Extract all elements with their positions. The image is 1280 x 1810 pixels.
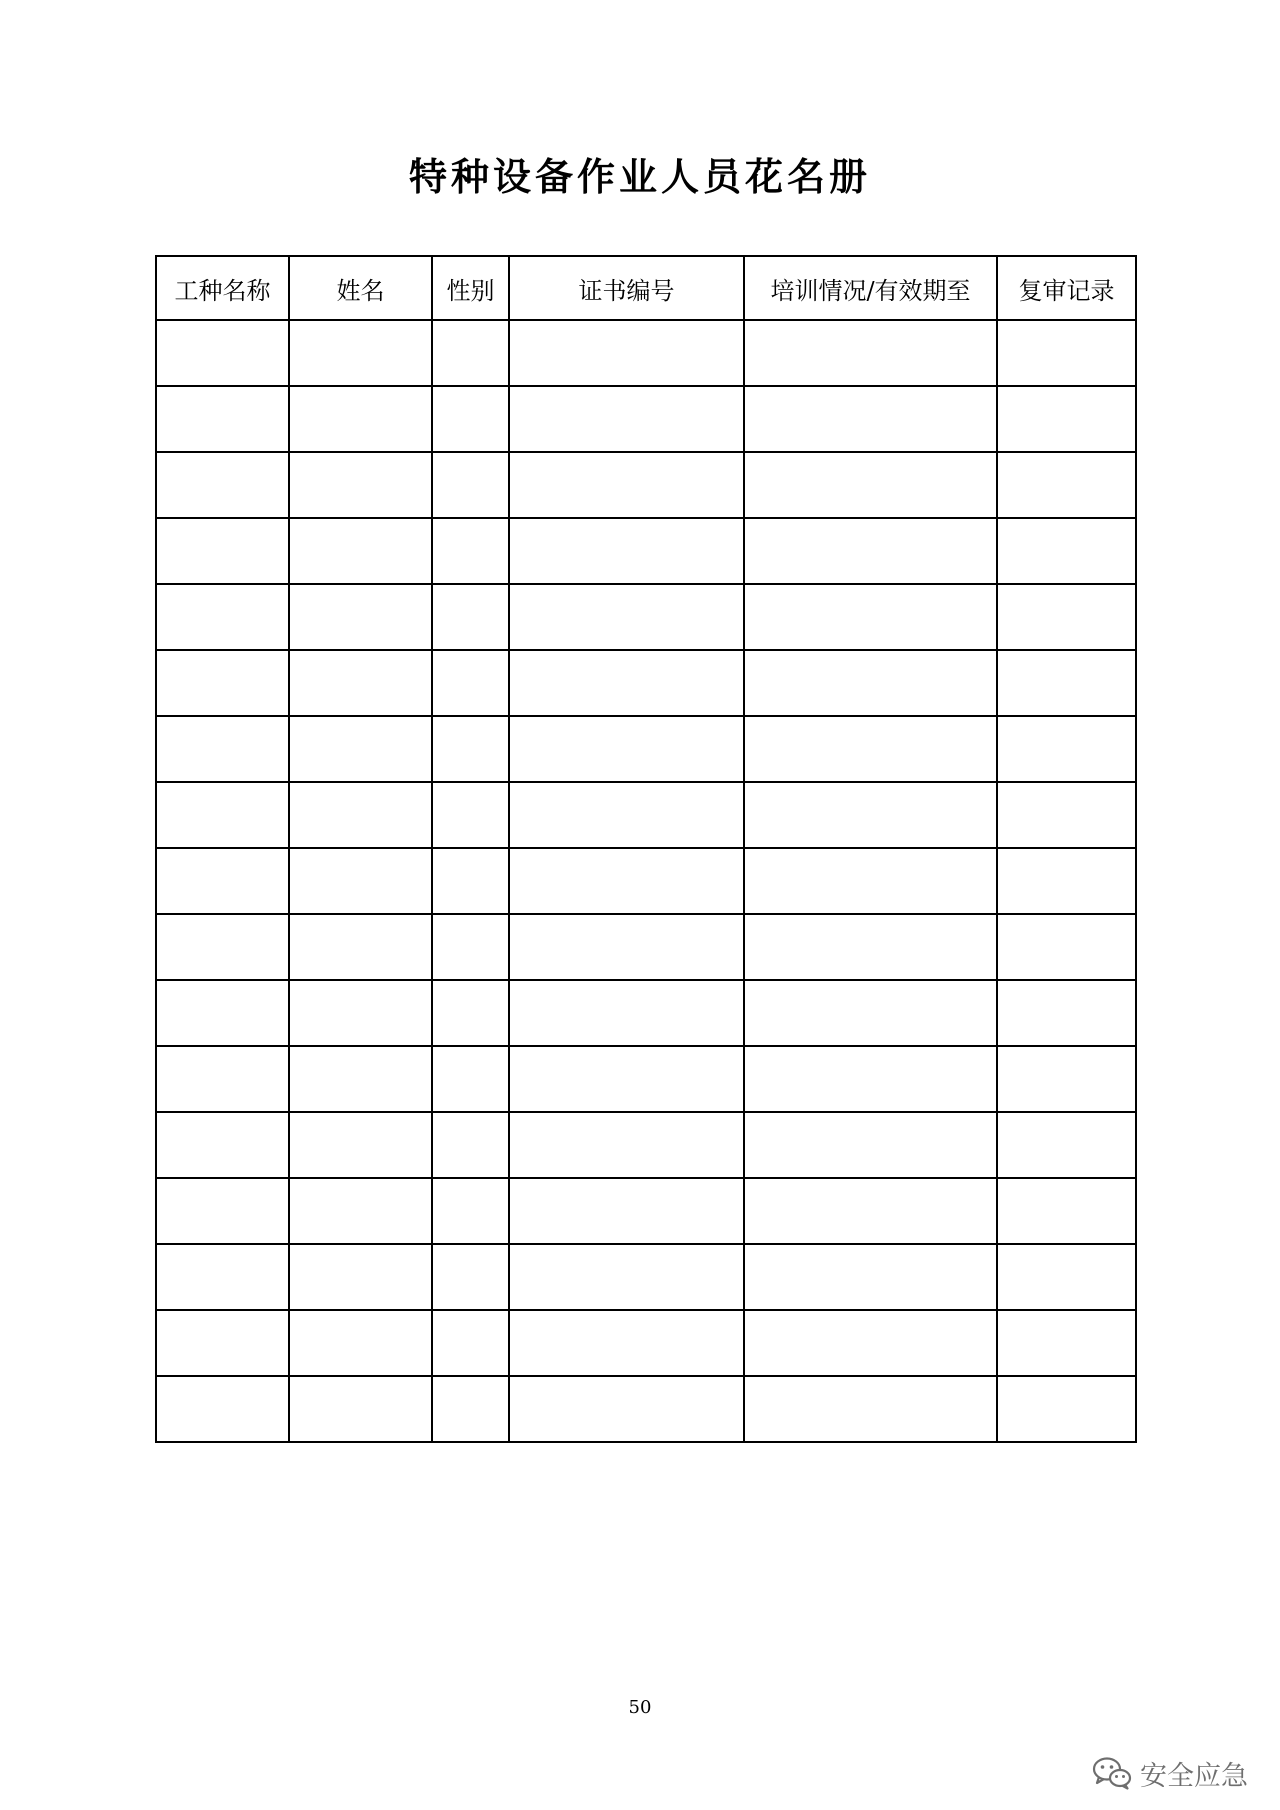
table-cell	[156, 650, 289, 716]
table-cell	[432, 452, 509, 518]
header-gender: 性别	[432, 256, 509, 320]
table-cell	[432, 980, 509, 1046]
table-cell	[997, 650, 1136, 716]
table-cell	[432, 320, 509, 386]
table-cell	[509, 1310, 744, 1376]
table-cell	[289, 320, 432, 386]
table-cell	[289, 980, 432, 1046]
table-cell	[744, 716, 997, 782]
table-cell	[156, 584, 289, 650]
table-cell	[997, 386, 1136, 452]
table-cell	[744, 386, 997, 452]
table-cell	[156, 980, 289, 1046]
header-name: 姓名	[289, 256, 432, 320]
table-cell	[509, 980, 744, 1046]
table-cell	[997, 1178, 1136, 1244]
table-cell	[744, 980, 997, 1046]
table-cell	[156, 386, 289, 452]
table-row	[156, 584, 1136, 650]
table-cell	[509, 650, 744, 716]
table-cell	[289, 452, 432, 518]
table-cell	[432, 1376, 509, 1442]
table-cell	[744, 584, 997, 650]
table-cell	[432, 1244, 509, 1310]
table-cell	[744, 1046, 997, 1112]
table-cell	[432, 518, 509, 584]
table-cell	[509, 452, 744, 518]
table-cell	[509, 518, 744, 584]
table-cell	[997, 1376, 1136, 1442]
table-row	[156, 1244, 1136, 1310]
table-row	[156, 650, 1136, 716]
table-cell	[289, 782, 432, 848]
table-cell	[432, 1310, 509, 1376]
table-cell	[289, 518, 432, 584]
wechat-icon	[1092, 1756, 1132, 1790]
table-cell	[432, 1046, 509, 1112]
table-cell	[509, 386, 744, 452]
table-cell	[997, 1046, 1136, 1112]
table-body	[156, 320, 1136, 1442]
table-row	[156, 782, 1136, 848]
table-row	[156, 1178, 1136, 1244]
table-cell	[744, 914, 997, 980]
table-row	[156, 980, 1136, 1046]
table-cell	[289, 386, 432, 452]
table-cell	[509, 716, 744, 782]
table-cell	[289, 1046, 432, 1112]
table-row	[156, 386, 1136, 452]
table-cell	[289, 716, 432, 782]
table-row	[156, 1376, 1136, 1442]
table-cell	[156, 320, 289, 386]
table-cell	[156, 1310, 289, 1376]
table-cell	[156, 452, 289, 518]
table-cell	[997, 1112, 1136, 1178]
table-row	[156, 1112, 1136, 1178]
table-cell	[156, 1376, 289, 1442]
table-cell	[509, 848, 744, 914]
table-cell	[289, 650, 432, 716]
header-job-type: 工种名称	[156, 256, 289, 320]
table-cell	[289, 914, 432, 980]
header-certificate-number: 证书编号	[509, 256, 744, 320]
table-cell	[997, 320, 1136, 386]
table-cell	[509, 1376, 744, 1442]
table-cell	[156, 1046, 289, 1112]
table-cell	[509, 320, 744, 386]
table-cell	[432, 914, 509, 980]
table-row	[156, 1046, 1136, 1112]
table-cell	[432, 1178, 509, 1244]
table-cell	[509, 914, 744, 980]
table-cell	[997, 584, 1136, 650]
table-cell	[156, 1112, 289, 1178]
table-cell	[509, 1112, 744, 1178]
table-row	[156, 518, 1136, 584]
table-cell	[997, 1310, 1136, 1376]
table-cell	[509, 1178, 744, 1244]
table-cell	[997, 980, 1136, 1046]
table-cell	[509, 584, 744, 650]
table-cell	[997, 914, 1136, 980]
table-row	[156, 914, 1136, 980]
table-cell	[744, 320, 997, 386]
table-cell	[744, 1310, 997, 1376]
roster-table	[155, 255, 1137, 1443]
table-cell	[432, 584, 509, 650]
table-cell	[289, 1376, 432, 1442]
table-cell	[744, 452, 997, 518]
table-cell	[744, 848, 997, 914]
table-cell	[156, 1178, 289, 1244]
table-cell	[289, 584, 432, 650]
table-cell	[744, 1376, 997, 1442]
table-cell	[744, 1112, 997, 1178]
table-cell	[289, 1244, 432, 1310]
table-cell	[997, 1244, 1136, 1310]
table-cell	[997, 452, 1136, 518]
table-cell	[744, 782, 997, 848]
table-cell	[289, 1310, 432, 1376]
table-cell	[156, 914, 289, 980]
table-cell	[289, 1112, 432, 1178]
table-cell	[432, 848, 509, 914]
header-training-validity: 培训情况/有效期至	[744, 256, 997, 320]
table-row	[156, 320, 1136, 386]
table-cell	[997, 848, 1136, 914]
table-cell	[509, 1046, 744, 1112]
header-review-record: 复审记录	[997, 256, 1136, 320]
table-row	[156, 452, 1136, 518]
table-row	[156, 716, 1136, 782]
table-cell	[432, 650, 509, 716]
table-cell	[289, 1178, 432, 1244]
table-cell	[156, 782, 289, 848]
table-cell	[432, 782, 509, 848]
table-cell	[509, 782, 744, 848]
table-cell	[509, 1244, 744, 1310]
table-row	[156, 848, 1136, 914]
table-cell	[997, 716, 1136, 782]
watermark	[1092, 1753, 1248, 1793]
page-number: 50	[628, 1697, 652, 1718]
table-cell	[997, 782, 1136, 848]
table-cell	[744, 518, 997, 584]
table-cell	[156, 518, 289, 584]
table-cell	[156, 1244, 289, 1310]
page-title: 特种设备作业人员花名册	[408, 154, 871, 199]
table-cell	[156, 716, 289, 782]
table-row	[156, 1310, 1136, 1376]
table-cell	[432, 1112, 509, 1178]
table-cell	[432, 386, 509, 452]
table-cell	[997, 518, 1136, 584]
table-cell	[744, 650, 997, 716]
table-cell	[744, 1244, 997, 1310]
table-cell	[156, 848, 289, 914]
table-cell	[432, 716, 509, 782]
table-cell	[289, 848, 432, 914]
table-cell	[744, 1178, 997, 1244]
table-header-row	[156, 256, 1136, 320]
watermark-text: 安全应急	[1140, 1760, 1248, 1792]
